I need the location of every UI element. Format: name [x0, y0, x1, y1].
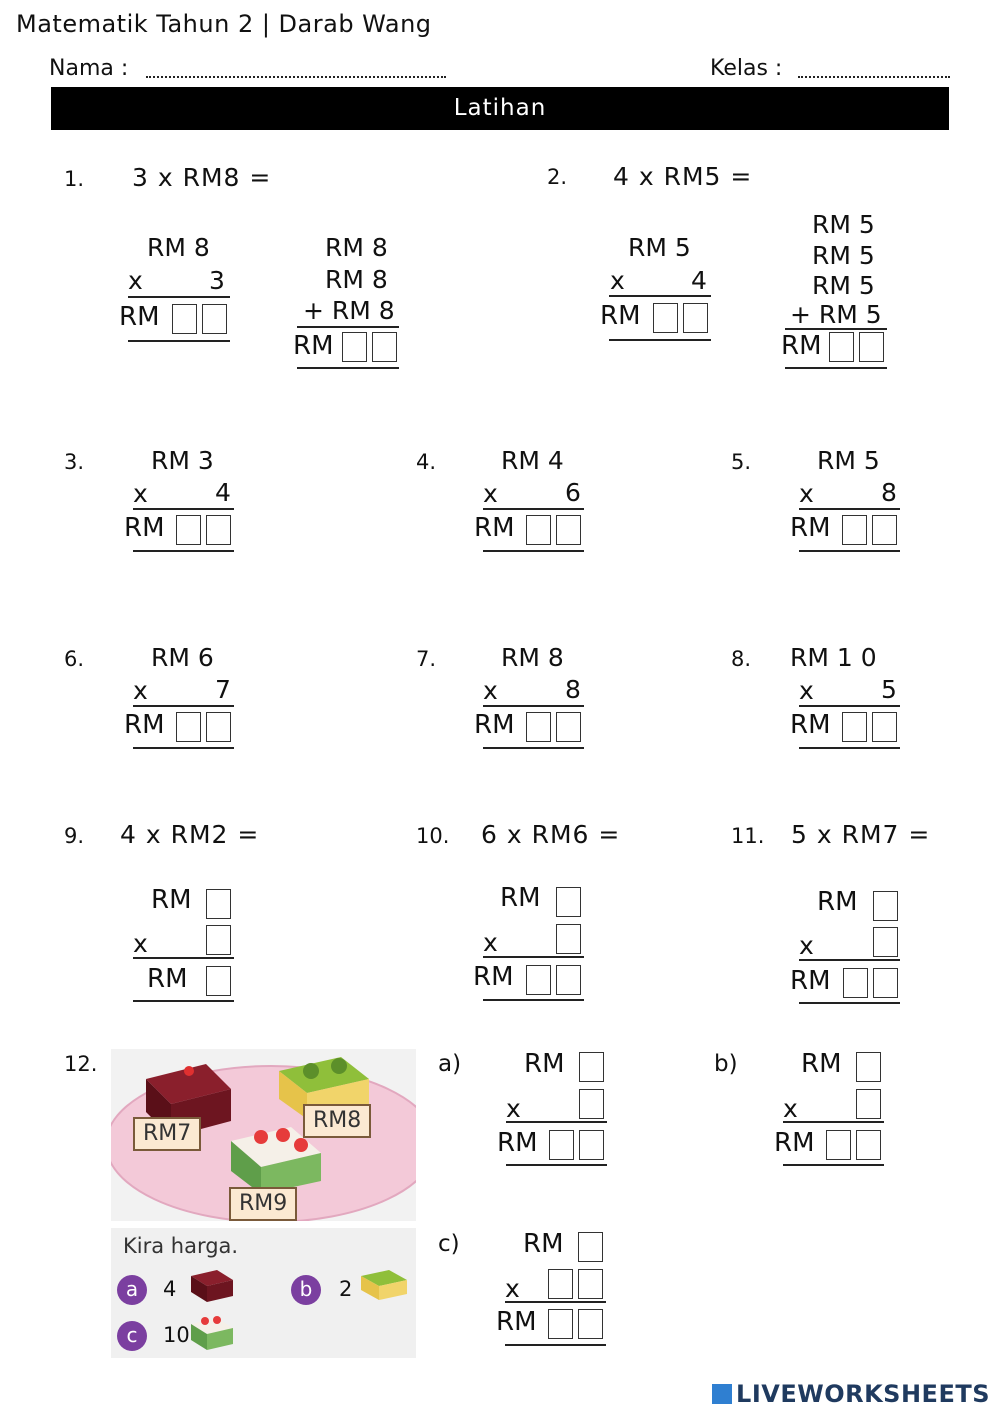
addend: RM 8: [325, 265, 388, 294]
answer-line: [133, 550, 234, 552]
answer-box[interactable]: [683, 303, 708, 333]
cake-price-illustration: [111, 1049, 416, 1221]
answer-box[interactable]: [843, 968, 868, 998]
answer-box[interactable]: [206, 515, 231, 545]
times-sign: x: [506, 1094, 521, 1123]
answer-box[interactable]: [873, 927, 898, 957]
answer-line: [133, 747, 234, 749]
answer-box[interactable]: [579, 1089, 604, 1119]
instruction-text: Kira harga.: [123, 1234, 239, 1258]
addend: + RM 8: [303, 296, 395, 325]
rm-label: RM: [817, 887, 858, 917]
operation-line: [799, 508, 900, 510]
rm-label: RM: [293, 331, 334, 361]
equation: 5 x RM7 =: [791, 820, 931, 849]
question-number: 4.: [416, 450, 437, 474]
question-number: 9.: [64, 824, 85, 848]
answer-box[interactable]: [578, 1269, 603, 1299]
rm-label: RM: [774, 1128, 815, 1158]
rm-label: RM: [781, 331, 822, 361]
answer-box[interactable]: [859, 332, 884, 362]
rm-label: RM: [124, 710, 165, 740]
times-sign: x: [799, 676, 814, 705]
question-number: 3.: [64, 450, 85, 474]
item-letter-badge: c: [117, 1321, 147, 1351]
multiplicand: RM 1 0: [790, 643, 877, 672]
operation-line: [483, 508, 584, 510]
times-sign: x: [505, 1274, 520, 1303]
operation-line: [785, 328, 887, 330]
answer-box[interactable]: [556, 924, 581, 954]
answer-box[interactable]: [526, 515, 551, 545]
operation-line: [506, 1121, 607, 1123]
part-label: c): [438, 1231, 460, 1257]
rm-label: RM: [474, 710, 515, 740]
answer-box[interactable]: [653, 303, 678, 333]
answer-box[interactable]: [579, 1052, 604, 1082]
class-field[interactable]: [798, 76, 950, 78]
answer-box[interactable]: [578, 1309, 603, 1339]
rm-label: RM: [790, 710, 831, 740]
answer-box[interactable]: [549, 1130, 574, 1160]
rm-label: RM: [147, 964, 188, 994]
times-sign: x: [799, 931, 814, 960]
answer-box[interactable]: [556, 515, 581, 545]
answer-box[interactable]: [856, 1052, 881, 1082]
equation: 3 x RM8 =: [132, 163, 272, 192]
answer-box[interactable]: [206, 966, 231, 996]
rm-label: RM: [474, 513, 515, 543]
answer-line: [297, 367, 399, 369]
addend: + RM 5: [790, 300, 882, 329]
chocolate-cake-icon: [187, 1266, 239, 1306]
answer-box[interactable]: [578, 1232, 603, 1262]
name-label: Nama :: [49, 56, 129, 81]
multiplicand: RM 8: [147, 233, 210, 262]
rm-label: RM: [500, 883, 541, 913]
answer-box[interactable]: [206, 889, 231, 919]
multiplier: 5: [881, 675, 897, 704]
multiplicand: RM 3: [151, 446, 214, 475]
answer-line: [506, 1164, 607, 1166]
multiplier: 8: [881, 478, 897, 507]
addend: RM 5: [812, 271, 875, 300]
class-label: Kelas :: [710, 56, 783, 81]
times-sign: x: [483, 676, 498, 705]
multiplicand: RM 8: [501, 643, 564, 672]
times-sign: x: [128, 266, 143, 295]
rm-label: RM: [497, 1128, 538, 1158]
operation-line: [483, 705, 584, 707]
times-sign: x: [133, 479, 148, 508]
question-number: 6.: [64, 647, 85, 671]
answer-line: [483, 747, 584, 749]
times-sign: x: [799, 479, 814, 508]
multiplicand: RM 5: [628, 233, 691, 262]
answer-line: [799, 747, 900, 749]
answer-box[interactable]: [206, 925, 231, 955]
question-number: 10.: [416, 824, 450, 848]
multiplier: 6: [565, 478, 581, 507]
question-number: 11.: [731, 824, 765, 848]
part-label: b): [714, 1051, 738, 1077]
addend: RM 8: [325, 233, 388, 262]
answer-line: [799, 1002, 900, 1004]
answer-box[interactable]: [856, 1130, 881, 1160]
answer-box[interactable]: [372, 332, 397, 362]
rm-label: RM: [524, 1049, 565, 1079]
answer-box[interactable]: [873, 968, 898, 998]
logo-mark-icon: [712, 1384, 732, 1404]
answer-box[interactable]: [176, 515, 201, 545]
answer-line: [609, 339, 711, 341]
answer-line: [505, 1344, 606, 1346]
rm-label: RM: [790, 966, 831, 996]
multiplicand: RM 5: [817, 446, 880, 475]
item-letter-badge: a: [117, 1275, 147, 1305]
addend: RM 5: [812, 241, 875, 270]
liveworksheets-logo: [712, 1380, 990, 1408]
answer-box[interactable]: [579, 1130, 604, 1160]
rm-label: RM: [790, 513, 831, 543]
operation-line: [133, 705, 234, 707]
rm-label: RM: [151, 885, 192, 915]
answer-box[interactable]: [873, 891, 898, 921]
worksheet-title: Matematik Tahun 2 | Darab Wang: [16, 10, 432, 38]
answer-box[interactable]: [548, 1269, 573, 1299]
rm-label: RM: [523, 1229, 564, 1259]
rm-label: RM: [473, 962, 514, 992]
times-sign: x: [483, 928, 498, 957]
question-number: 2.: [547, 165, 568, 189]
answer-box[interactable]: [206, 712, 231, 742]
operation-line: [799, 959, 900, 961]
price-tag: RM7: [133, 1117, 201, 1151]
answer-box[interactable]: [872, 712, 897, 742]
answer-box[interactable]: [856, 1089, 881, 1119]
multiplier: 4: [215, 478, 231, 507]
answer-box[interactable]: [202, 304, 227, 334]
item-quantity: 2: [339, 1277, 353, 1301]
answer-line: [133, 1000, 234, 1002]
answer-box[interactable]: [842, 515, 867, 545]
operation-line: [297, 326, 399, 328]
equation: 4 x RM2 =: [120, 820, 260, 849]
question-number: 7.: [416, 647, 437, 671]
item-letter-badge: b: [291, 1275, 321, 1305]
multiplier: 7: [215, 675, 231, 704]
question-number: 8.: [731, 647, 752, 671]
multiplier: 3: [209, 266, 225, 295]
rm-label: RM: [801, 1049, 842, 1079]
answer-line: [483, 999, 584, 1001]
answer-box[interactable]: [526, 712, 551, 742]
equation: 4 x RM5 =: [613, 162, 753, 191]
times-sign: x: [483, 479, 498, 508]
kiwi-cake-icon: [357, 1266, 413, 1306]
operation-line: [128, 296, 230, 298]
answer-line: [128, 340, 230, 342]
multiplier: 8: [565, 675, 581, 704]
times-sign: x: [133, 676, 148, 705]
operation-line: [609, 295, 711, 297]
operation-line: [133, 957, 234, 959]
operation-line: [799, 705, 900, 707]
item-quantity: 10: [163, 1323, 190, 1347]
times-sign: x: [133, 929, 148, 958]
answer-box[interactable]: [842, 712, 867, 742]
multiplicand: RM 4: [501, 446, 564, 475]
rm-label: RM: [600, 301, 641, 331]
question-number: 5.: [731, 450, 752, 474]
question-number: 1.: [64, 167, 85, 191]
answer-box[interactable]: [172, 304, 197, 334]
answer-line: [483, 550, 584, 552]
answer-box[interactable]: [526, 965, 551, 995]
answer-box[interactable]: [548, 1309, 573, 1339]
times-sign: x: [783, 1094, 798, 1123]
addend: RM 5: [812, 210, 875, 239]
answer-box[interactable]: [176, 712, 201, 742]
price-tag: RM8: [303, 1104, 371, 1138]
strawberry-cake-icon: [187, 1312, 239, 1354]
section-banner: Latihan: [51, 87, 949, 130]
question-number: 12.: [64, 1052, 98, 1076]
price-tag: RM9: [229, 1187, 297, 1221]
answer-box[interactable]: [556, 965, 581, 995]
answer-line: [799, 550, 900, 552]
operation-line: [133, 508, 234, 510]
name-field[interactable]: [146, 76, 446, 78]
brand-text: LIVEWORKSHEETS: [736, 1380, 990, 1408]
rm-label: RM: [119, 302, 160, 332]
answer-box[interactable]: [872, 515, 897, 545]
part-label: a): [438, 1051, 462, 1077]
equation: 6 x RM6 =: [481, 820, 621, 849]
operation-line: [783, 1121, 884, 1123]
operation-line: [483, 956, 584, 958]
answer-box[interactable]: [342, 332, 367, 362]
answer-box[interactable]: [826, 1130, 851, 1160]
task-panel: [111, 1228, 416, 1358]
answer-line: [785, 367, 887, 369]
answer-box[interactable]: [829, 332, 854, 362]
multiplier: 4: [691, 266, 707, 295]
multiplicand: RM 6: [151, 643, 214, 672]
rm-label: RM: [496, 1307, 537, 1337]
item-quantity: 4: [163, 1277, 177, 1301]
times-sign: x: [610, 266, 625, 295]
operation-line: [505, 1301, 606, 1303]
answer-box[interactable]: [556, 712, 581, 742]
answer-box[interactable]: [556, 887, 581, 917]
answer-line: [783, 1164, 884, 1166]
rm-label: RM: [124, 513, 165, 543]
